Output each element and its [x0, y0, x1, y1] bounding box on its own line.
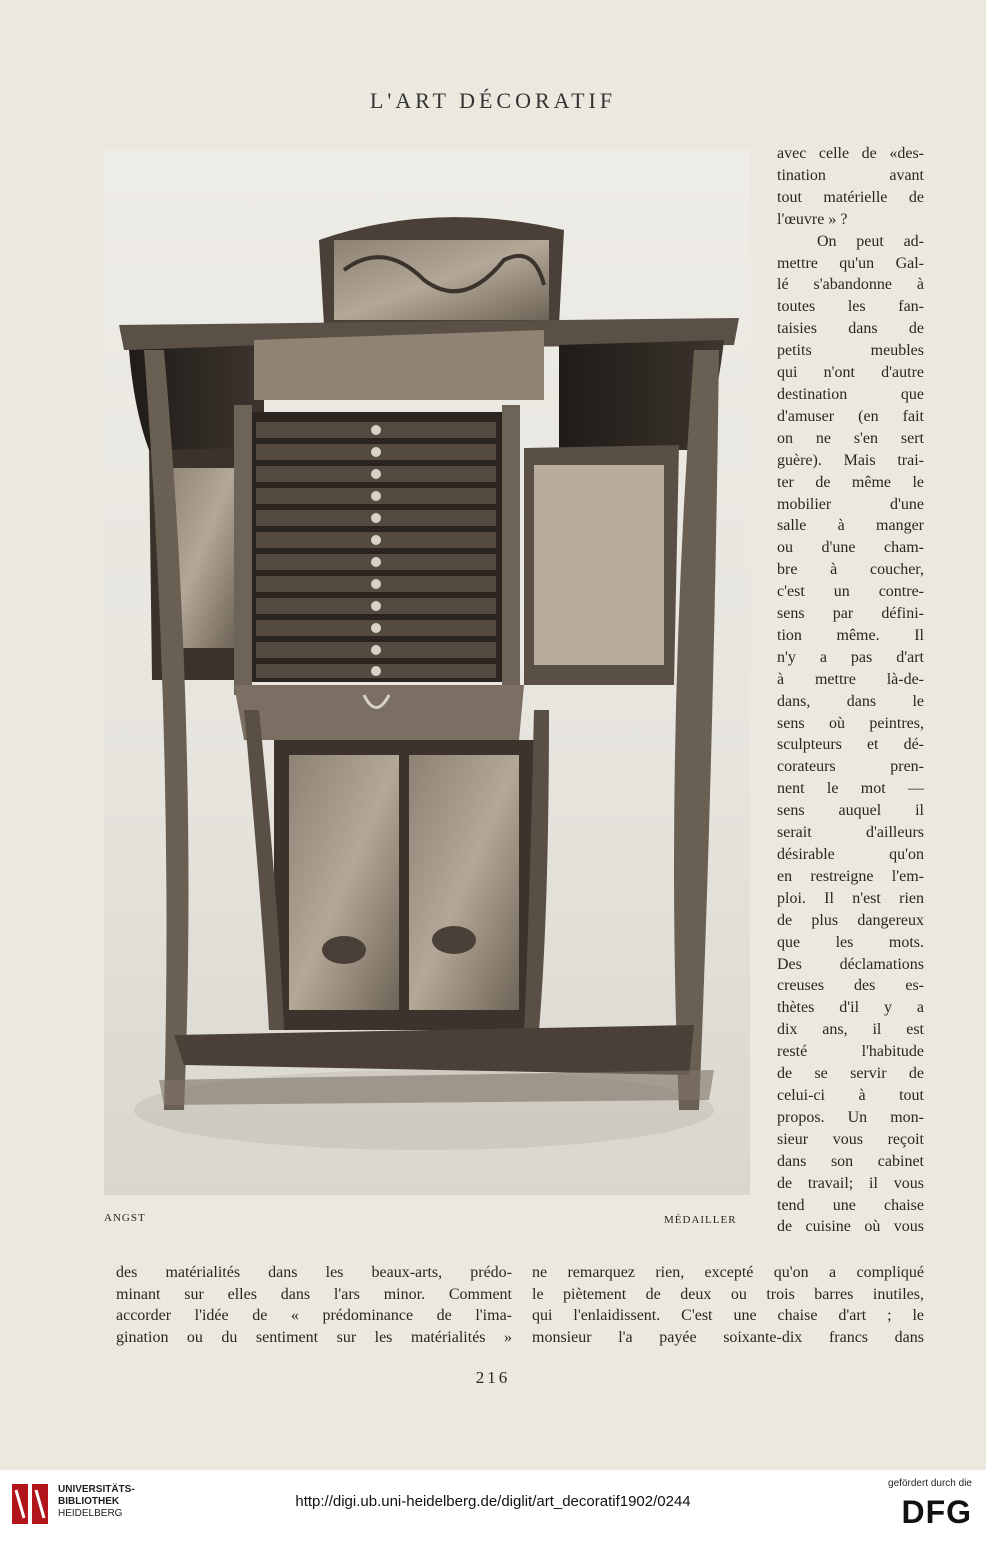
page-number: 216	[475, 1368, 511, 1387]
text-line: resté l'habitude	[777, 1043, 924, 1061]
text-line: celui-ci à tout	[777, 1086, 924, 1104]
text-line: en restreigne l'em-	[777, 867, 924, 885]
text-line: monsieur l'a payée soixante-dix francs dans	[532, 1328, 924, 1346]
text-line: on ne s'en sert	[777, 429, 924, 447]
left-text-column	[116, 1262, 512, 1348]
text-line: mobilier d'une	[777, 495, 924, 513]
caption-maker: ANGST	[104, 1212, 146, 1224]
text-line: des matérialités dans les beaux-arts, prédo-	[116, 1264, 512, 1281]
running-header: L'ART DÉCORATIF	[369, 88, 617, 113]
text-line: serait d'ailleurs	[777, 824, 924, 842]
text-line: sculpteurs et dé-	[777, 736, 924, 754]
text-line: lé s'abandonne à	[777, 276, 924, 294]
text-line: tout matérielle de	[777, 188, 924, 206]
library-name-line: UNIVERSITÄTS-	[58, 1484, 135, 1495]
funding-label: gefördert durch die	[888, 1478, 972, 1489]
text-line: ou d'une cham-	[777, 539, 924, 557]
text-line: corateurs pren-	[777, 758, 924, 776]
text-line: qui n'ont d'autre	[777, 364, 924, 382]
text-line: dix ans, il est	[777, 1021, 924, 1039]
text-line: ne remarquez rien, excepté qu'on a compliqué	[532, 1264, 924, 1281]
library-name-line: BIBLIOTHEK	[58, 1496, 120, 1507]
text-line: mettre qu'un Gal-	[777, 254, 924, 272]
text-line: creuses des es-	[777, 977, 924, 995]
text-line: bre à coucher,	[777, 561, 924, 579]
footer-bar	[0, 1470, 986, 1541]
text-line: tend une chaise	[777, 1196, 924, 1214]
text-line: désirable qu'on	[777, 846, 924, 863]
text-line: de plus dangereux	[777, 911, 924, 929]
text-line: tion même. Il	[777, 626, 924, 644]
text-line: de travail; il vous	[777, 1174, 924, 1192]
text-line: Des déclamations	[777, 955, 924, 973]
text-line: sens auquel il	[777, 802, 924, 820]
text-line: minant sur elles dans l'ars minor. Comment	[116, 1285, 512, 1303]
text-line: nent le mot —	[777, 780, 924, 798]
text-line: petits meubles	[777, 342, 924, 360]
text-line: de cuisine où vous	[777, 1218, 924, 1236]
text-line: gination ou du sentiment sur les matérialités »	[116, 1328, 512, 1346]
text-line: d'amuser (en fait	[777, 407, 924, 425]
text-line: à mettre là-de-	[777, 670, 924, 688]
source-url-link[interactable]: http://digi.ub.uni-heidelberg.de/diglit/art_decoratif1902/0244	[295, 1493, 691, 1510]
text-line: dans son cabinet	[777, 1152, 924, 1170]
text-line: n'y a pas d'art	[777, 648, 924, 666]
text-line: sieur vous reçoit	[777, 1130, 924, 1148]
text-line: le piètement de deux ou trois barres inutiles,	[532, 1285, 924, 1303]
text-line: thètes d'il y a	[777, 999, 924, 1017]
text-line: que les mots.	[777, 933, 924, 951]
dfg-logo[interactable]: DFG	[901, 1494, 972, 1530]
text-line: avec celle de «des-	[777, 145, 924, 162]
text-line: de se servir de	[777, 1065, 924, 1083]
text-line: qui l'enlaidissent. C'est une chaise d'art ; le	[532, 1307, 924, 1325]
text-line: c'est un contre-	[777, 583, 924, 601]
medal-cabinet-illustration	[104, 150, 750, 1195]
text-line: sens où peintres,	[777, 714, 924, 732]
text-line: destination que	[777, 385, 924, 403]
cabinet-photograph	[104, 150, 750, 1195]
text-line: l'œuvre » ?	[777, 210, 848, 228]
text-line: dans, dans le	[777, 692, 924, 710]
text-line: guère). Mais trai-	[777, 451, 924, 469]
text-line: ploi. Il n'est rien	[777, 889, 924, 907]
text-line: On peut ad-	[817, 232, 924, 250]
text-line: salle à manger	[777, 517, 924, 535]
text-line: accorder l'idée de « prédominance de l'ima-	[116, 1307, 512, 1325]
text-line: ter de même le	[777, 473, 924, 491]
text-line: taisies dans de	[777, 320, 924, 338]
text-line: toutes les fan-	[777, 298, 924, 316]
library-name-line: HEIDELBERG	[58, 1508, 123, 1519]
caption-object: MÉDAILLER	[664, 1214, 737, 1226]
text-line: sens par défini-	[777, 605, 924, 623]
text-line: propos. Un mon-	[777, 1108, 924, 1126]
right-text-column	[532, 1262, 924, 1348]
side-text-column	[777, 143, 924, 1238]
text-line: tination avant	[777, 166, 924, 184]
